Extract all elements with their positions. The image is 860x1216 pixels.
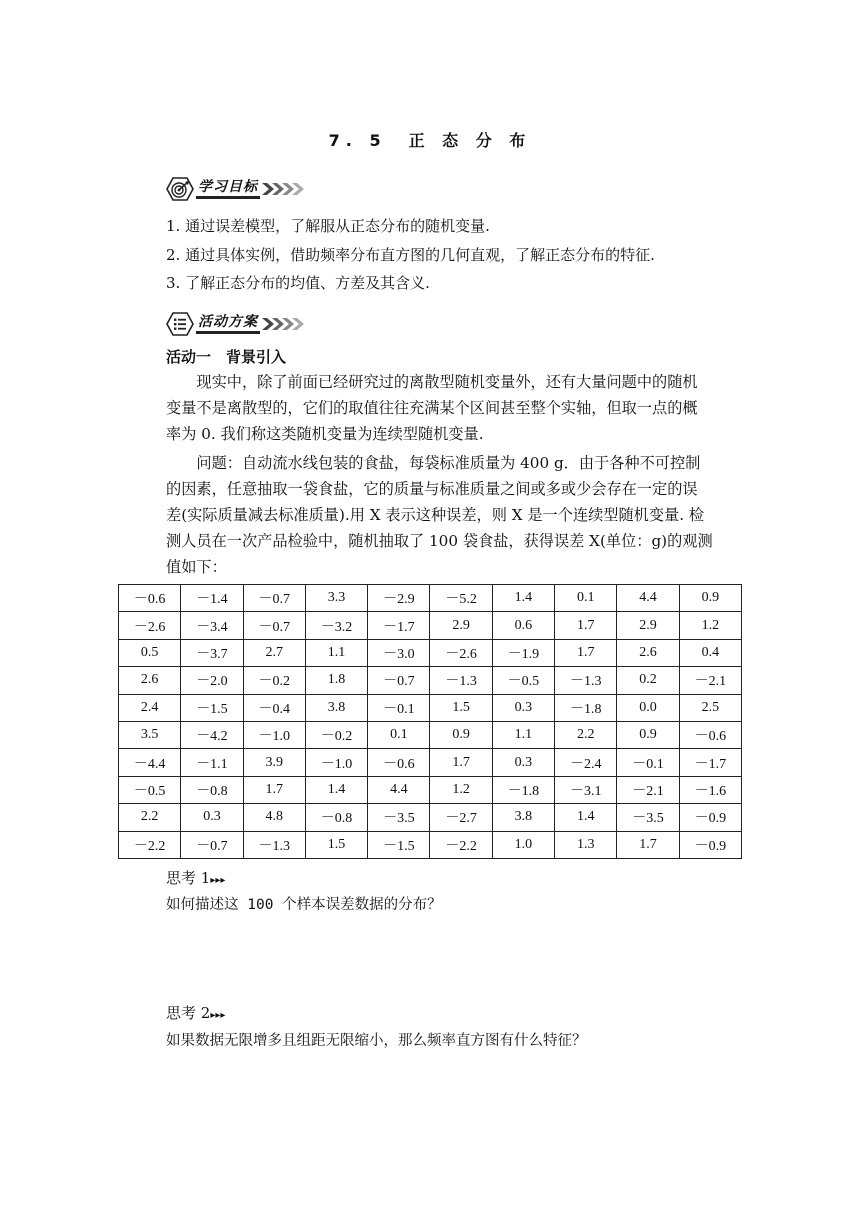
table-cell: 2.9: [430, 612, 492, 639]
table-cell: －0.6: [368, 749, 430, 776]
table-cell: 0.6: [492, 612, 554, 639]
table-cell: 3.3: [305, 585, 367, 612]
table-cell: －1.5: [368, 831, 430, 858]
think-1-heading: [166, 867, 225, 888]
table-cell: 0.9: [617, 721, 679, 748]
table-cell: －3.5: [617, 804, 679, 831]
table-cell: 1.7: [243, 776, 305, 803]
table-cell: －2.2: [119, 831, 181, 858]
table-cell: 1.2: [679, 612, 741, 639]
table-cell: 0.9: [679, 585, 741, 612]
paragraph-line: 率为 0. 我们称这类随机变量为连续型随机变量.: [166, 425, 484, 443]
table-cell: －1.0: [305, 749, 367, 776]
table-cell: 1.4: [492, 585, 554, 612]
table-cell: －3.0: [368, 639, 430, 666]
table-cell: 1.7: [555, 639, 617, 666]
table-cell: 3.9: [243, 749, 305, 776]
problem-paragraph: [166, 450, 740, 580]
table-cell: －0.2: [243, 667, 305, 694]
triangle-markers-icon: ▸▸▸: [210, 875, 226, 886]
table-row: [119, 585, 742, 612]
table-cell: 1.1: [492, 721, 554, 748]
table-cell: －1.3: [243, 831, 305, 858]
paragraph-line: 变量不是离散型的，它们的取值往往充满某个区间甚至整个实轴，但取一点的概: [166, 399, 698, 417]
table-row: [119, 694, 742, 721]
table-cell: 1.7: [430, 749, 492, 776]
table-cell: －0.5: [492, 667, 554, 694]
think-1-question: 如何描述这 100 个样本误差数据的分布？: [166, 897, 442, 913]
table-cell: 4.4: [617, 585, 679, 612]
table-cell: －2.6: [430, 639, 492, 666]
table-row: [119, 804, 742, 831]
table-cell: 3.8: [492, 804, 554, 831]
table-cell: 2.2: [119, 804, 181, 831]
table-cell: －4.4: [119, 749, 181, 776]
think-2-question: 如果数据无限增多且组距无限缩小，那么频率直方图有什么特征？: [166, 1033, 587, 1049]
table-cell: 2.6: [617, 639, 679, 666]
table-cell: 0.3: [492, 749, 554, 776]
table-cell: 2.6: [119, 667, 181, 694]
table-cell: 1.7: [617, 831, 679, 858]
table-cell: －0.9: [679, 804, 741, 831]
table-cell: 2.9: [617, 612, 679, 639]
table-cell: 2.7: [243, 639, 305, 666]
table-cell: 1.1: [305, 639, 367, 666]
table-cell: －0.7: [243, 585, 305, 612]
table-cell: －0.7: [181, 831, 243, 858]
table-cell: －0.1: [368, 694, 430, 721]
chevrons-icon: [262, 316, 306, 332]
table-cell: 1.5: [305, 831, 367, 858]
table-cell: －0.8: [305, 804, 367, 831]
table-cell: 0.1: [555, 585, 617, 612]
triangle-markers-icon: ▸▸▸: [210, 1010, 226, 1021]
table-cell: －1.7: [679, 749, 741, 776]
table-cell: －1.7: [368, 612, 430, 639]
paragraph-line: 问题：自动流水线包装的食盐，每袋标准质量为 400 g．由于各种不可控制: [166, 454, 701, 472]
intro-paragraph: [166, 369, 740, 447]
table-cell: 1.2: [430, 776, 492, 803]
paragraph-line: 测人员在一次产品检验中，随机抽取了 100 袋食盐，获得误差 X(单位：g)的观测: [166, 532, 713, 550]
table-cell: 1.0: [492, 831, 554, 858]
table-cell: －1.4: [181, 585, 243, 612]
objective-item: 3. 了解正态分布的均值、方差及其含义.: [166, 274, 430, 292]
table-row: [119, 831, 742, 858]
table-cell: 1.8: [305, 667, 367, 694]
table-cell: －0.2: [305, 721, 367, 748]
table-cell: 3.5: [119, 721, 181, 748]
table-cell: 0.3: [492, 694, 554, 721]
table-cell: 3.8: [305, 694, 367, 721]
table-cell: －1.3: [430, 667, 492, 694]
objectives-banner-label: 学习目标: [196, 179, 260, 199]
think-2-heading: [166, 1002, 225, 1023]
table-cell: －3.7: [181, 639, 243, 666]
table-cell: －0.5: [119, 776, 181, 803]
paragraph-line: 差(实际质量减去标准质量).用 X 表示这种误差，则 X 是一个连续型随机变量. 检: [166, 506, 705, 524]
activity-banner-label: 活动方案: [196, 314, 260, 334]
table-cell: －0.6: [119, 585, 181, 612]
paragraph-line: 现实中，除了前面已经研究过的离散型随机变量外，还有大量问题中的随机: [166, 373, 698, 391]
think-2-label: 思考 2: [166, 1004, 211, 1022]
target-arrow-icon: [166, 177, 194, 201]
table-row: [119, 639, 742, 666]
table-cell: 0.2: [617, 667, 679, 694]
table-row: [119, 721, 742, 748]
table-cell: －3.1: [555, 776, 617, 803]
list-icon: [166, 312, 194, 336]
table-cell: －1.6: [679, 776, 741, 803]
activity-banner: [166, 311, 306, 337]
table-cell: －5.2: [430, 585, 492, 612]
table-cell: 0.0: [617, 694, 679, 721]
table-cell: 2.2: [555, 721, 617, 748]
table-cell: 1.5: [430, 694, 492, 721]
section-title: 7. 5 正 态 分 布: [328, 131, 532, 150]
table-cell: 1.7: [555, 612, 617, 639]
table-cell: 1.4: [305, 776, 367, 803]
table-cell: －0.6: [679, 721, 741, 748]
table-cell: －0.7: [243, 612, 305, 639]
table-cell: 2.4: [119, 694, 181, 721]
table-cell: －2.9: [368, 585, 430, 612]
table-row: [119, 776, 742, 803]
objectives-banner: [166, 176, 306, 202]
paragraph-line: 的因素，任意抽取一袋食盐，它的质量与标准质量之间或多或少会存在一定的误: [166, 480, 698, 498]
activity-heading: 活动一 背景引入: [166, 348, 287, 366]
table-cell: －1.3: [555, 667, 617, 694]
paragraph-line: 值如下：: [166, 558, 227, 576]
table-cell: －2.6: [119, 612, 181, 639]
table-cell: －2.0: [181, 667, 243, 694]
table-cell: 1.3: [555, 831, 617, 858]
chevrons-icon: [262, 181, 306, 197]
table-cell: －1.5: [181, 694, 243, 721]
table-cell: －1.8: [555, 694, 617, 721]
error-data-table: [118, 584, 742, 859]
table-cell: 0.4: [679, 639, 741, 666]
table-cell: －0.7: [368, 667, 430, 694]
objective-item: 1. 通过误差模型，了解服从正态分布的随机变量.: [166, 217, 490, 235]
table-cell: 4.4: [368, 776, 430, 803]
table-cell: －3.2: [305, 612, 367, 639]
table-cell: －1.9: [492, 639, 554, 666]
table-cell: －0.1: [617, 749, 679, 776]
table-cell: 4.8: [243, 804, 305, 831]
table-cell: －2.1: [679, 667, 741, 694]
table-cell: －3.5: [368, 804, 430, 831]
table-row: [119, 667, 742, 694]
table-row: [119, 749, 742, 776]
table-cell: －1.1: [181, 749, 243, 776]
think-1-label: 思考 1: [166, 869, 211, 887]
table-cell: －2.2: [430, 831, 492, 858]
table-row: [119, 612, 742, 639]
table-cell: －0.4: [243, 694, 305, 721]
table-cell: 1.4: [555, 804, 617, 831]
table-cell: －2.1: [617, 776, 679, 803]
table-cell: －0.9: [679, 831, 741, 858]
table-cell: 0.3: [181, 804, 243, 831]
table-cell: －1.0: [243, 721, 305, 748]
table-cell: 0.9: [430, 721, 492, 748]
table-cell: －2.4: [555, 749, 617, 776]
table-cell: －1.8: [492, 776, 554, 803]
table-cell: －4.2: [181, 721, 243, 748]
table-cell: －0.8: [181, 776, 243, 803]
table-cell: －2.7: [430, 804, 492, 831]
table-cell: －3.4: [181, 612, 243, 639]
table-cell: 2.5: [679, 694, 741, 721]
objective-item: 2. 通过具体实例，借助频率分布直方图的几何直观，了解正态分布的特征.: [166, 246, 655, 264]
table-cell: 0.1: [368, 721, 430, 748]
table-cell: 0.5: [119, 639, 181, 666]
